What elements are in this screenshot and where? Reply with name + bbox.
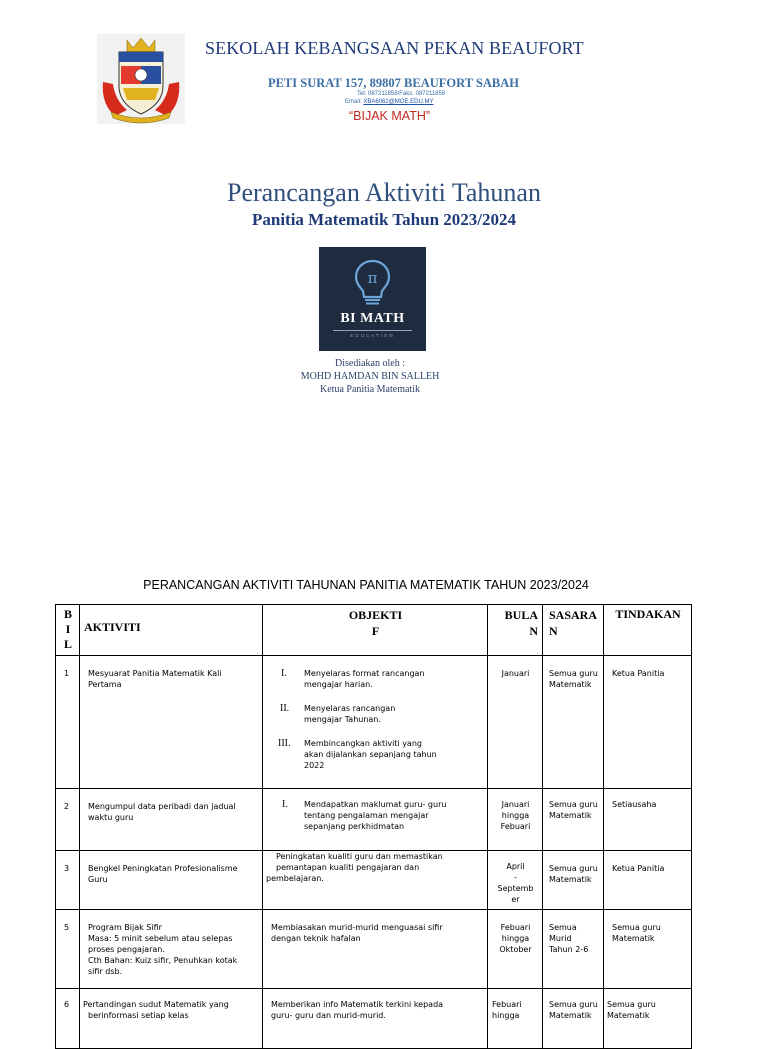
tagline: “BIJAK MATH” [349, 109, 431, 123]
bimath-subtitle: EDUCATION [350, 333, 395, 338]
document-subtitle: Panitia Matematik Tahun 2023/2024 [251, 210, 516, 229]
bimath-logo [319, 247, 426, 351]
header-objektif: OBJEKTI F [263, 605, 488, 656]
activity-plan-table [55, 604, 692, 1049]
school-name: SEKOLAH KEBANGSAAN PEKAN BEAUFORT [205, 38, 584, 58]
prepared-by-role: Ketua Panitia Matematik [320, 384, 420, 395]
header-bulan: BULA N [488, 605, 543, 656]
school-email-line [345, 99, 433, 105]
school-crest-logo [97, 34, 185, 124]
table-row: 5 Program Bijak Sifir Masa: 5 minit sebelum atau selepas proses pengajaran. Cth Bahan: Kuiz sifir, Penuhkan kotak sifir dsb. Membiasakan murid-murid menguasai sifir dengan teknik hafalan Febuari hingga Oktober Semua Murid Tahun 2-6 Semua guru Matematik [56, 910, 692, 989]
email-label: Email: [345, 99, 362, 105]
table-row: 3 Bengkel Peningkatan Profesionalisme Guru Peningkatan kualiti guru dan memastikan pemantapan kualiti pengajaran dan pembelajaran. April - Septemb er Semua guru Matematik Ketua Panitia [56, 851, 692, 910]
prepared-by-name: MOHD HAMDAN BIN SALLEH [300, 371, 440, 382]
table-header-row [56, 605, 692, 656]
table-row: 2 Mengumpul data peribadi dan jadual waktu guru I. Mendapatkan maklumat guru- guru tentang pengalaman mengajar sepanjang perkhidmatan Januari hingga Febuari Semua guru Matematik Setiausaha [56, 789, 692, 851]
school-address: PETI SURAT 157, 89807 BEAUFORT SABAH [268, 76, 519, 90]
header-tindakan: TINDAKAN [604, 605, 692, 656]
document-title: Perancangan Aktiviti Tahunan [227, 178, 541, 207]
email-link[interactable]: XBA6062@MOE.EDU.MY [363, 99, 434, 105]
table-title: PERANCANGAN AKTIVITI TAHUNAN PANITIA MATEMATIK TAHUN 2023/2024 [143, 578, 589, 592]
header-sasaran: SASARA N [543, 605, 604, 656]
bimath-title: BI MATH [340, 311, 405, 326]
prepared-by-label: Disediakan oleh : [335, 358, 405, 369]
header-bil: B I L [56, 605, 80, 656]
bimath-divider [333, 330, 412, 331]
school-telephone: Tel: 087211858/Faks: 087211858 [357, 91, 446, 97]
table-row: 6 Pertandingan sudut Matematik yang berinformasi setiap kelas Memberikan info Matematik terkini kepada guru- guru dan murid-murid. Febuari hingga Semua guru Matematik Semua guru Matematik [56, 989, 692, 1049]
pi-symbol: π [367, 269, 378, 287]
header-aktiviti: AKTIVITI [80, 605, 263, 656]
table-row: 1 Mesyuarat Panitia Matematik Kali Pertama I. Menyelaras format rancangan mengajar harian. II. Menyelaras rancangan mengajar Tahunan. III. Membincangkan aktiviti yang akan dijalankan sepanjang tahun 2022 Januari Semua guru Matematik Ketua Panitia [56, 656, 692, 789]
lightbulb-icon [319, 247, 426, 311]
